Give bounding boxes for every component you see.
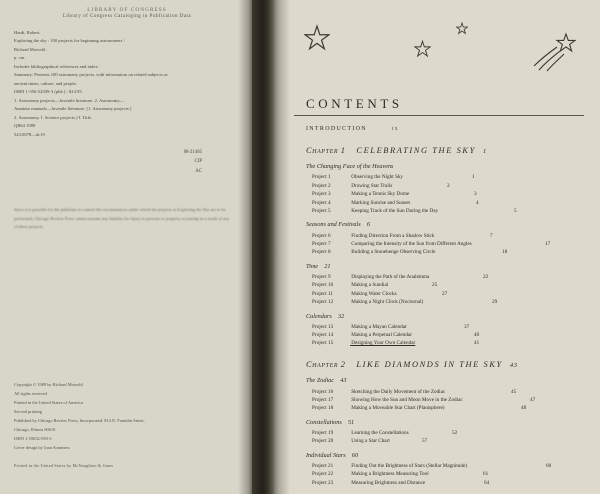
toc-project[interactable] <box>306 388 584 396</box>
toc-project-number: Project 9 <box>312 273 331 280</box>
toc-section-heading[interactable] <box>306 376 584 386</box>
cip-line: Hardt, Robert. <box>14 30 41 35</box>
cip-line: Amateur manuals—Juvenile literature. [1. Astronomy projects.] <box>14 106 132 112</box>
toc-project-page: 37 <box>464 323 470 330</box>
toc-project-page: 61 <box>483 471 489 478</box>
star-icon <box>456 22 468 35</box>
toc-project-label: Building a Stonehenge Observing Circle <box>351 249 436 256</box>
toc-section-page: 32 <box>337 312 345 320</box>
toc-project-page: 1 <box>472 174 475 181</box>
toc-project-page: 64 <box>484 479 490 486</box>
toc-project-page: 17 <box>545 240 551 247</box>
cip-line: p. cm. <box>14 55 26 61</box>
toc-section-heading[interactable] <box>306 162 584 172</box>
toc-project-page: 27 <box>442 290 448 297</box>
cip-line: 1. Astronomy projects—Juvenile literature. 2. Astronomy— <box>14 97 125 103</box>
toc-project-label: Making a Perpetual Calendar <box>351 332 412 338</box>
toc-section-heading[interactable] <box>306 451 584 461</box>
toc-project[interactable] <box>306 429 584 437</box>
toc-project-number: Project 2 <box>312 182 331 189</box>
colophon <box>14 380 224 452</box>
toc-chapter[interactable] <box>306 358 584 372</box>
toc-project-label: Observing the Night Sky <box>351 174 404 181</box>
star-icon <box>414 40 431 58</box>
toc-section-label: Seasons and Festivals <box>306 221 361 229</box>
toc-section-label: The Changing Face of the Heavens <box>306 163 394 171</box>
cip-control-numbers <box>14 148 202 175</box>
toc-project-page: 4 <box>476 199 479 206</box>
library-of-congress-heading: LIBRARY OF CONGRESS <box>87 7 167 13</box>
toc-project-page: 25 <box>432 282 438 289</box>
colophon-line: Copyright © 1989 by Richard Moeschl <box>14 382 83 387</box>
toc-project[interactable] <box>306 182 584 190</box>
cip-line: Exploring the sky : 100 projects for beginning astronomers / <box>14 38 125 44</box>
toc-project-label: Making a Sundial <box>351 282 389 289</box>
toc-project-number: Project 23 <box>312 479 334 486</box>
book-gutter <box>252 0 274 494</box>
toc-project-page: 22 <box>483 273 489 280</box>
toc-project-number: Project 21 <box>312 462 334 469</box>
toc-section-page: 21 <box>324 262 331 270</box>
toc-project-label: Measuring Brightness and Distance <box>351 479 426 486</box>
toc-project-label: Making a Tennis Sky Dome <box>351 191 410 198</box>
toc-chapter-number: Chapter 2 <box>306 359 346 369</box>
colophon-line: Printed in the United States of America <box>14 400 84 406</box>
toc-project[interactable] <box>306 207 584 215</box>
colophon-line: ISBN 1-55652-039-3 <box>14 436 52 442</box>
toc-project-number: Project 8 <box>312 249 331 256</box>
toc-project[interactable] <box>306 173 584 181</box>
toc-chapter-title: CELEBRATING THE SKY <box>356 145 476 155</box>
toc-project-page: 7 <box>490 232 493 239</box>
star-decorations <box>294 0 584 96</box>
cip-control-line: AC <box>195 168 202 174</box>
copyright-page <box>0 0 252 494</box>
toc-project-page: 52 <box>452 429 458 436</box>
toc-project-number: Project 10 <box>312 282 334 289</box>
toc-project-number: Project 18 <box>312 405 334 412</box>
toc-project[interactable] <box>306 462 584 470</box>
toc-section-label: Calendars <box>306 312 332 320</box>
colophon-line: Cover design by Joan Sommers <box>14 445 70 451</box>
title-rule <box>294 115 584 116</box>
colophon-line: Chicago, Illinois 60610 <box>14 427 56 433</box>
toc-project-page: 5 <box>514 208 517 215</box>
toc-project-label: Designing Your Own Calendar <box>351 340 416 347</box>
cip-line: QB64 1989 <box>14 123 36 129</box>
cip-line: Summary: Presents 100 astronomy projects, with information on related subjects as <box>14 72 168 78</box>
toc-section-page: 43 <box>340 377 347 385</box>
toc-project[interactable] <box>306 479 584 487</box>
toc-project-label: Sketching the Daily Movement of the Zodiac <box>351 388 446 395</box>
toc-project-label: Marking Sunrise and Sunset <box>351 199 410 206</box>
toc-section-heading[interactable] <box>306 418 584 428</box>
colophon-line: All rights reserved <box>14 391 47 397</box>
contents-page <box>274 0 600 494</box>
toc-project-number: Project 4 <box>312 199 331 206</box>
toc-project-number: Project 13 <box>312 323 334 330</box>
toc-project[interactable] <box>306 199 584 207</box>
toc-project-page: 3 <box>474 191 477 198</box>
printer-credit: Printed in the United States by McNaughton & Gunn <box>14 463 113 468</box>
toc-intro-page: ix <box>392 126 399 132</box>
cip-line: Richard Moeschl. <box>14 46 47 52</box>
colophon-line: Second printing <box>14 409 42 415</box>
toc-project[interactable] <box>306 396 584 404</box>
cip-line: ancient times, culture, and people. <box>14 80 77 86</box>
toc-project-page: 41 <box>474 340 480 347</box>
toc-project-label: Making a Mayan Calendar <box>351 323 407 330</box>
toc-section-label: Individual Stars <box>306 451 346 459</box>
toc-project-label: Finding Direction From a Shadow Stick <box>351 232 435 239</box>
cip-line: 523.0078—dc19 <box>14 131 45 137</box>
toc-project[interactable] <box>306 232 584 240</box>
toc-section-heading[interactable] <box>306 312 584 322</box>
toc-intro[interactable] <box>306 125 584 135</box>
toc-project-number: Project 22 <box>312 471 334 478</box>
toc-project-label: Finding Out the Brightness of Stars (Stellar Magnitude) <box>351 462 467 469</box>
toc-section-page: 6 <box>366 221 370 229</box>
toc-project-number: Project 3 <box>312 191 331 198</box>
toc-project-number: Project 12 <box>312 299 334 306</box>
toc-chapter-page: 1 <box>483 147 487 155</box>
toc-project[interactable] <box>306 331 584 339</box>
toc-project-page: 40 <box>474 332 480 338</box>
toc-section-page: 51 <box>347 418 355 426</box>
cip-control-line: CIP <box>194 159 202 165</box>
toc-project-number: Project 14 <box>312 332 334 338</box>
toc-project[interactable] <box>306 323 584 331</box>
toc-project[interactable] <box>306 470 584 478</box>
toc-project-label: Comparing the Intensity of the Sun from Different Angles <box>351 240 472 247</box>
toc-chapter-title: LIKE DIAMONDS IN THE SKY <box>356 359 503 369</box>
toc-project-number: Project 6 <box>312 232 331 239</box>
star-icon <box>304 24 330 52</box>
toc-project-page: 2 <box>447 182 450 189</box>
toc-section-heading[interactable] <box>306 220 584 230</box>
toc-section-page: 60 <box>351 451 359 459</box>
toc-project[interactable] <box>306 190 584 198</box>
toc-project-label: Making Water Clocks <box>351 290 397 297</box>
toc-project-label: Drawing Star Trails <box>351 182 393 189</box>
cip-block <box>14 29 202 139</box>
toc-intro-label: INTRODUCTION <box>306 126 367 132</box>
toc-project-page: 57 <box>422 438 428 445</box>
toc-project[interactable] <box>306 437 584 445</box>
toc-section-label: Time <box>306 262 319 270</box>
toc-project-page: 47 <box>530 396 536 403</box>
toc-project-number: Project 5 <box>312 208 331 215</box>
toc-project[interactable] <box>306 404 584 412</box>
toc-project-page: 48 <box>521 405 527 412</box>
cip-heading: Library of Congress Cataloging in Publication Data <box>62 14 192 19</box>
toc-project-label: Showing How the Sun and Moon Move in the Zodiac <box>351 396 463 403</box>
toc-project[interactable] <box>306 273 584 281</box>
toc-section-label: Constellations <box>306 418 342 426</box>
colophon-line: Published by Chicago Review Press, Incorporated, 814 N. Franklin Street, <box>14 418 145 424</box>
cip-line: 2. Astronomy. I. Science projects.] I. Title. <box>14 114 93 120</box>
toc-project-number: Project 1 <box>312 174 331 181</box>
toc-project-number: Project 19 <box>312 429 334 436</box>
toc-project-number: Project 16 <box>312 388 334 395</box>
table-of-contents <box>294 125 584 487</box>
toc-project-label: Making a Brightness Measuring Tool <box>351 471 429 478</box>
toc-project-number: Project 7 <box>312 240 331 247</box>
liability-note: Since it is possible for the publisher to control the circumstances under which the projects in Exploring the Sky are to be performed, Chicago Review Press cannot assume any liability for injury to persons or property occurring as a result of any of these projects. <box>14 207 230 230</box>
toc-project[interactable] <box>306 281 584 289</box>
toc-project-label: Learning the Constellations <box>351 429 409 436</box>
toc-project-page: 18 <box>502 249 508 256</box>
toc-chapter-page: 43 <box>509 361 518 369</box>
cip-line: ISBN 1-556-52039-3 (pbk.) : $14.95 <box>14 89 82 95</box>
toc-project[interactable] <box>306 248 584 256</box>
cip-line: Includes bibliographical references and index. <box>14 63 99 69</box>
toc-project-page: 45 <box>511 388 517 395</box>
toc-project[interactable] <box>306 339 584 347</box>
toc-chapter-number: Chapter 1 <box>306 145 346 155</box>
toc-project-label: Making a Moveable Star Chart (Planisphere) <box>351 405 445 412</box>
toc-section-heading[interactable] <box>306 262 584 272</box>
toc-project-page: 29 <box>492 299 498 306</box>
toc-project-number: Project 17 <box>312 396 334 403</box>
toc-section-label: The Zodiac <box>306 377 335 385</box>
toc-chapter[interactable] <box>306 144 584 158</box>
toc-project-label: Displaying the Path of the Analemma <box>351 273 430 280</box>
toc-project[interactable] <box>306 290 584 298</box>
toc-project-number: Project 11 <box>312 290 333 297</box>
toc-project-label: Using a Star Chart <box>351 438 390 445</box>
toc-project-label: Keeping Track of the Sun During the Day <box>351 208 439 215</box>
toc-project-label: Making a Night Clock (Nocturnal) <box>351 299 424 306</box>
toc-project[interactable] <box>306 298 584 306</box>
toc-project-number: Project 20 <box>312 438 334 445</box>
toc-project[interactable] <box>306 240 584 248</box>
toc-project-number: Project 15 <box>312 340 334 347</box>
cip-control-line: 88-21485 <box>183 150 202 156</box>
shooting-star-icon <box>526 30 580 74</box>
page-title: CONTENTS <box>306 96 403 111</box>
toc-project-page: 60 <box>546 462 552 469</box>
